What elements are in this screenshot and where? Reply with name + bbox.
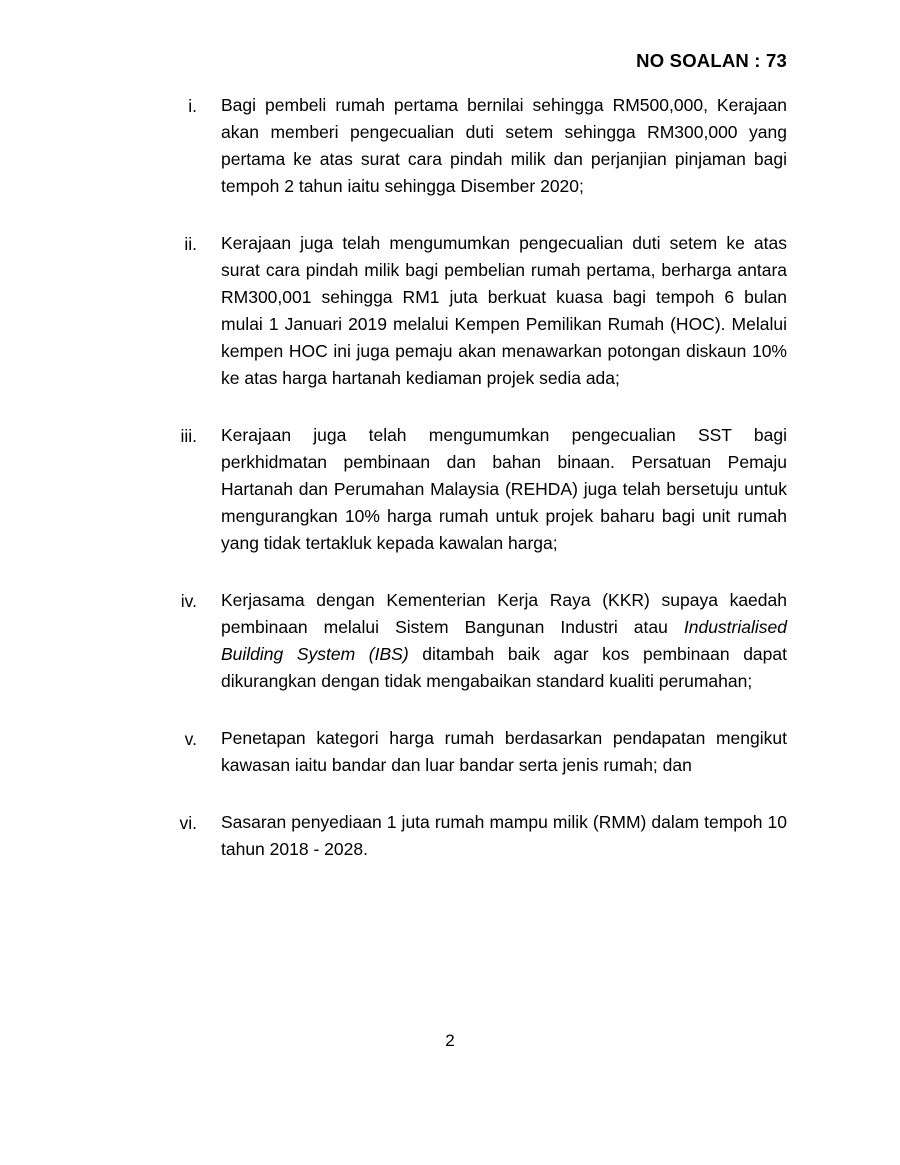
list-item-text-before-italic: Kerjasama dengan Kementerian Kerja Raya (KKR) supaya kaedah pembinaan melalui Sistem Bangunan Industri atau — [221, 590, 787, 637]
list-item-text: Kerajaan juga telah mengumumkan pengecualian duti setem ke atas surat cara pindah milik bagi pembelian rumah pertama, berharga antara RM300,001 sehingga RM1 juta berkuat kuasa bagi tempoh 6 bulan mulai 1 Januari 2019 melalui Kempen Pemilikan Rumah (HOC). Melalui kempen HOC ini juga pemaju akan menawarkan potongan diskaun 10% ke atas harga hartanah kediaman projek sedia ada; — [221, 233, 787, 388]
page-header-title: NO SOALAN : 73 — [636, 50, 787, 71]
list-item-text-after-italic: ditambah baik agar kos pembinaan dapat dikurangkan dengan tidak mengabaikan standard kualiti perumahan; — [221, 644, 787, 691]
list-item-marker: ii. — [184, 234, 197, 254]
page-number: 2 — [445, 1031, 455, 1050]
list-item-text: Sasaran penyediaan 1 juta rumah mampu milik (RMM) dalam tempoh 10 tahun 2018 - 2028. — [221, 812, 787, 859]
list-item-marker: vi. — [179, 813, 197, 833]
list-item-marker: i. — [188, 96, 197, 116]
list-item — [165, 725, 787, 779]
list-item — [165, 230, 787, 392]
list-item-marker: iii. — [180, 426, 197, 446]
list-item-marker: iv. — [180, 591, 197, 611]
list-item-text: Penetapan kategori harga rumah berdasarkan pendapatan mengikut kawasan iaitu bandar dan luar bandar serta jenis rumah; dan — [221, 728, 787, 775]
list-item — [165, 92, 787, 200]
list-item-marker: v. — [184, 729, 197, 749]
list-item — [165, 422, 787, 557]
list-item-text: Bagi pembeli rumah pertama bernilai sehingga RM500,000, Kerajaan akan memberi pengecualian duti setem sehingga RM300,000 yang pertama ke atas surat cara pindah milik dan perjanjian pinjaman bagi tempoh 2 tahun iaitu sehingga Disember 2020; — [221, 95, 787, 196]
list-item-text — [197, 587, 787, 695]
list-item-italic-term: Industrialised Building System (IBS) — [221, 617, 787, 664]
numbered-list — [165, 92, 787, 863]
list-item — [165, 809, 787, 863]
list-item — [165, 587, 787, 695]
list-item-text: Kerajaan juga telah mengumumkan pengecualian SST bagi perkhidmatan pembinaan dan bahan binaan. Persatuan Pemaju Hartanah dan Perumahan Malaysia (REHDA) juga telah bersetuju untuk mengurangkan 10% harga rumah untuk projek baharu bagi unit rumah yang tidak tertakluk kepada kawalan harga; — [221, 425, 787, 553]
